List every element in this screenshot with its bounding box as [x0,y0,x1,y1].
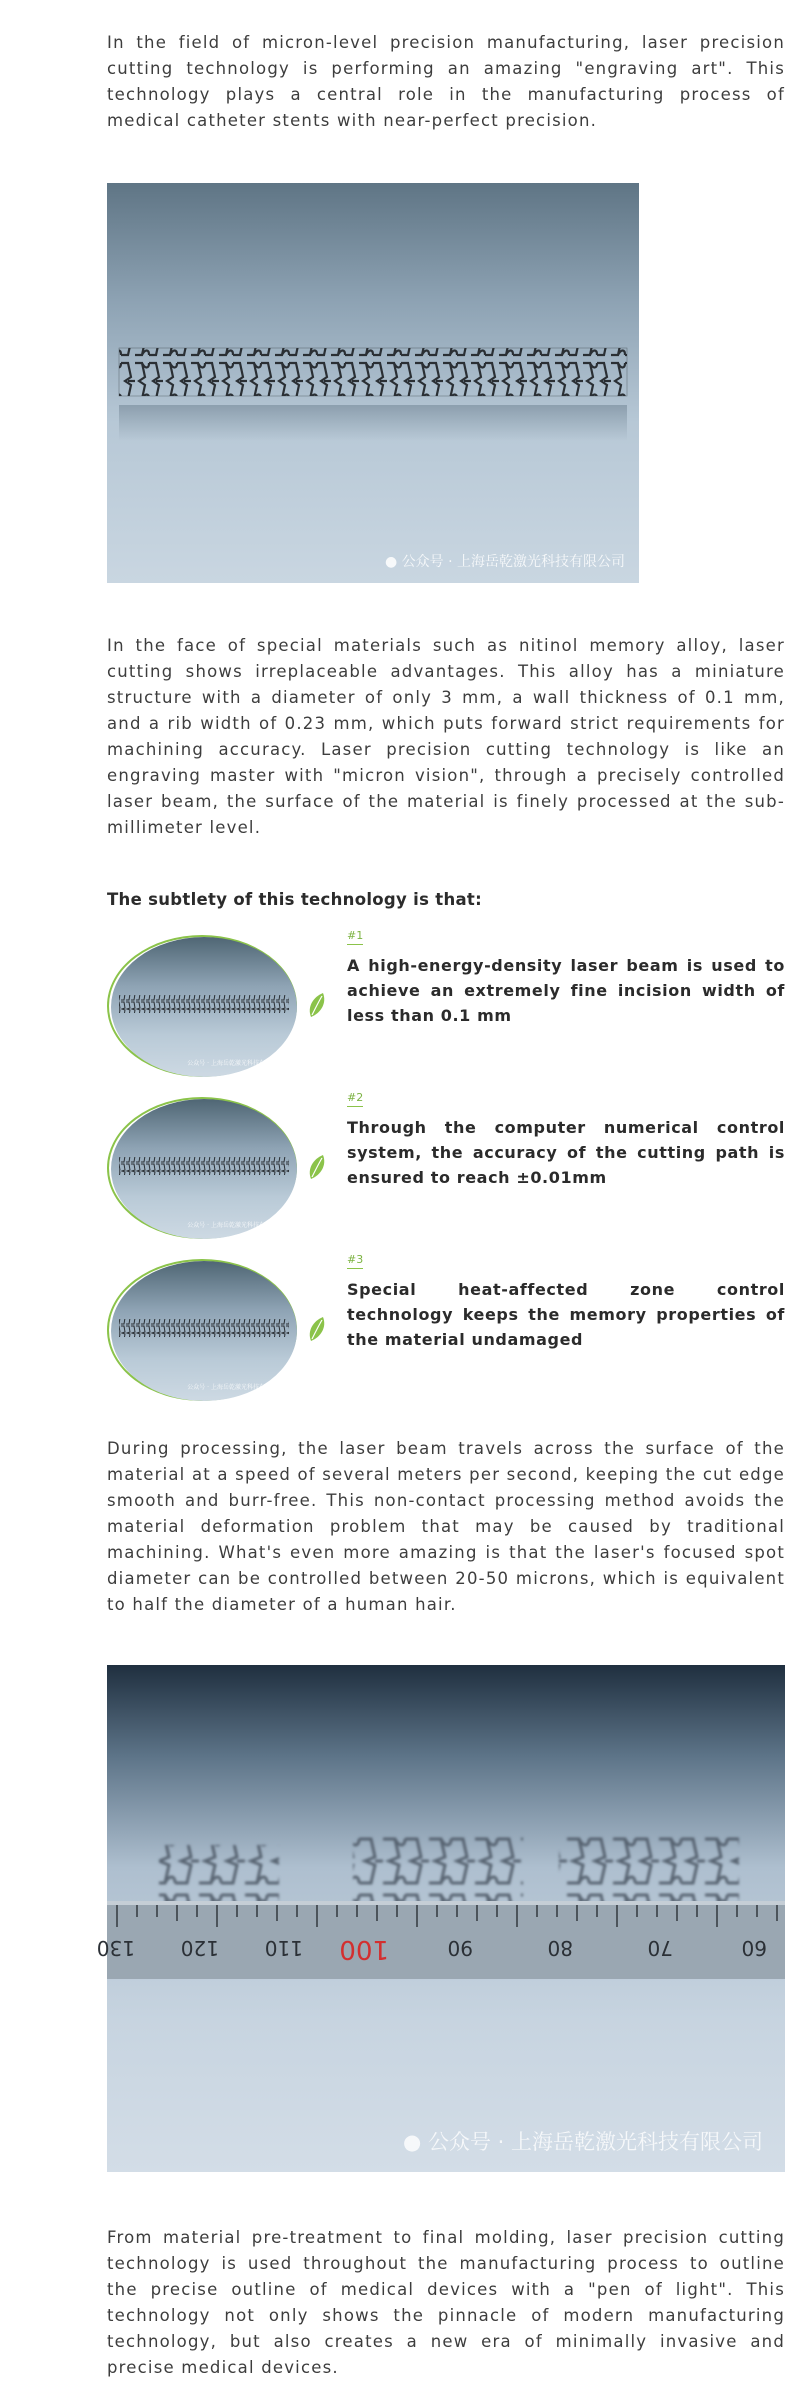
feature-thumbnail [111,1099,297,1239]
feature-text: Special heat-affected zone control technology keeps the memory properties of the material undamaged [347,1280,785,1349]
leaf-icon [307,1153,329,1181]
intro-section [107,30,785,134]
materials-section [107,633,785,841]
ruler-label: 130 [96,1936,135,1960]
conclusion-paragraph: From material pre-treatment to final molding, laser precision cutting technology is used throughout the manufacturing process to outline the precise outline of medical devices with a "pen of light". This technology not only shows the pinnacle of modern manufacturing technology, but also creates a new era of minimally invasive and precise medical devices. [107,2228,785,2377]
feature-number: #1 [347,929,363,945]
ruler-label: 90 [447,1936,473,1960]
feature-text: Through the computer numerical control system, the accuracy of the cutting path is ensured to reach ±0.01mm [347,1118,785,1187]
wechat-icon: ● [384,554,398,570]
stent-ruler-photo [96,1665,785,2172]
feature-thumbnail [111,937,297,1077]
ruler-label: 60 [741,1936,767,1960]
processing-section [107,1436,785,1618]
feature-number: #3 [347,1253,363,1269]
feature-text: A high-energy-density laser beam is used to achieve an extremely fine incision width of less than 0.1 mm [347,956,785,1025]
ruler-label: 80 [547,1936,573,1960]
feature-thumbnail [111,1261,297,1401]
stent-photo-1 [107,183,639,583]
thumb-watermark: 公众号 · 上海岳乾激光科技有限公司 [187,1384,283,1391]
wechat-icon: ● [402,2130,422,2154]
thumb-watermark: 公众号 · 上海岳乾激光科技有限公司 [187,1222,283,1229]
leaf-icon [307,991,329,1019]
photo-watermark: ● 公众号 · 上海岳乾激光科技有限公司 [384,554,625,570]
ruler-label: 110 [264,1936,303,1960]
conclusion-section [107,2225,785,2381]
ruler-label: 120 [180,1936,219,1960]
ruler-label-highlight: 100 [339,1934,389,1964]
stent-illustration [107,183,639,583]
subtlety-heading: The subtlety of this technology is that: [107,890,483,909]
feature-item-3 [107,1253,785,1409]
leaf-icon [307,1315,329,1343]
stent-ruler-illustration [96,1665,785,2172]
photo-watermark: ● 公众号 · 上海岳乾激光科技有限公司 [402,2130,763,2154]
feature-number: #2 [347,1091,363,1107]
feature-item-1 [107,929,785,1085]
ruler-label: 70 [647,1936,673,1960]
thumb-watermark: 公众号 · 上海岳乾激光科技有限公司 [187,1060,283,1067]
intro-paragraph: In the field of micron-level precision manufacturing, laser precision cutting technology is performing an amazing "engraving art". This technology plays a central role in the manufacturing process of medical catheter stents with near-perfect precision. [107,33,785,130]
materials-paragraph: In the face of special materials such as nitinol memory alloy, laser cutting shows irreplaceable advantages. This alloy has a miniature structure with a diameter of only 3 mm, a wall thickness of 0.1 mm, and a rib width of 0.23 mm, which puts forward strict requirements for machining accuracy. Laser precision cutting technology is like an engraving master with "micron vision", through a precisely controlled laser beam, the surface of the material is finely processed at the sub-millimeter level. [107,636,785,837]
feature-item-2 [107,1091,785,1247]
processing-paragraph: During processing, the laser beam travels across the surface of the material at a speed of several meters per second, keeping the cut edge smooth and burr-free. This non-contact processing method avoids the material deformation problem that may be caused by traditional machining. What's even more amazing is that the laser's focused spot diameter can be controlled between 20-50 microns, which is equivalent to half the diameter of a human hair. [107,1439,785,1614]
